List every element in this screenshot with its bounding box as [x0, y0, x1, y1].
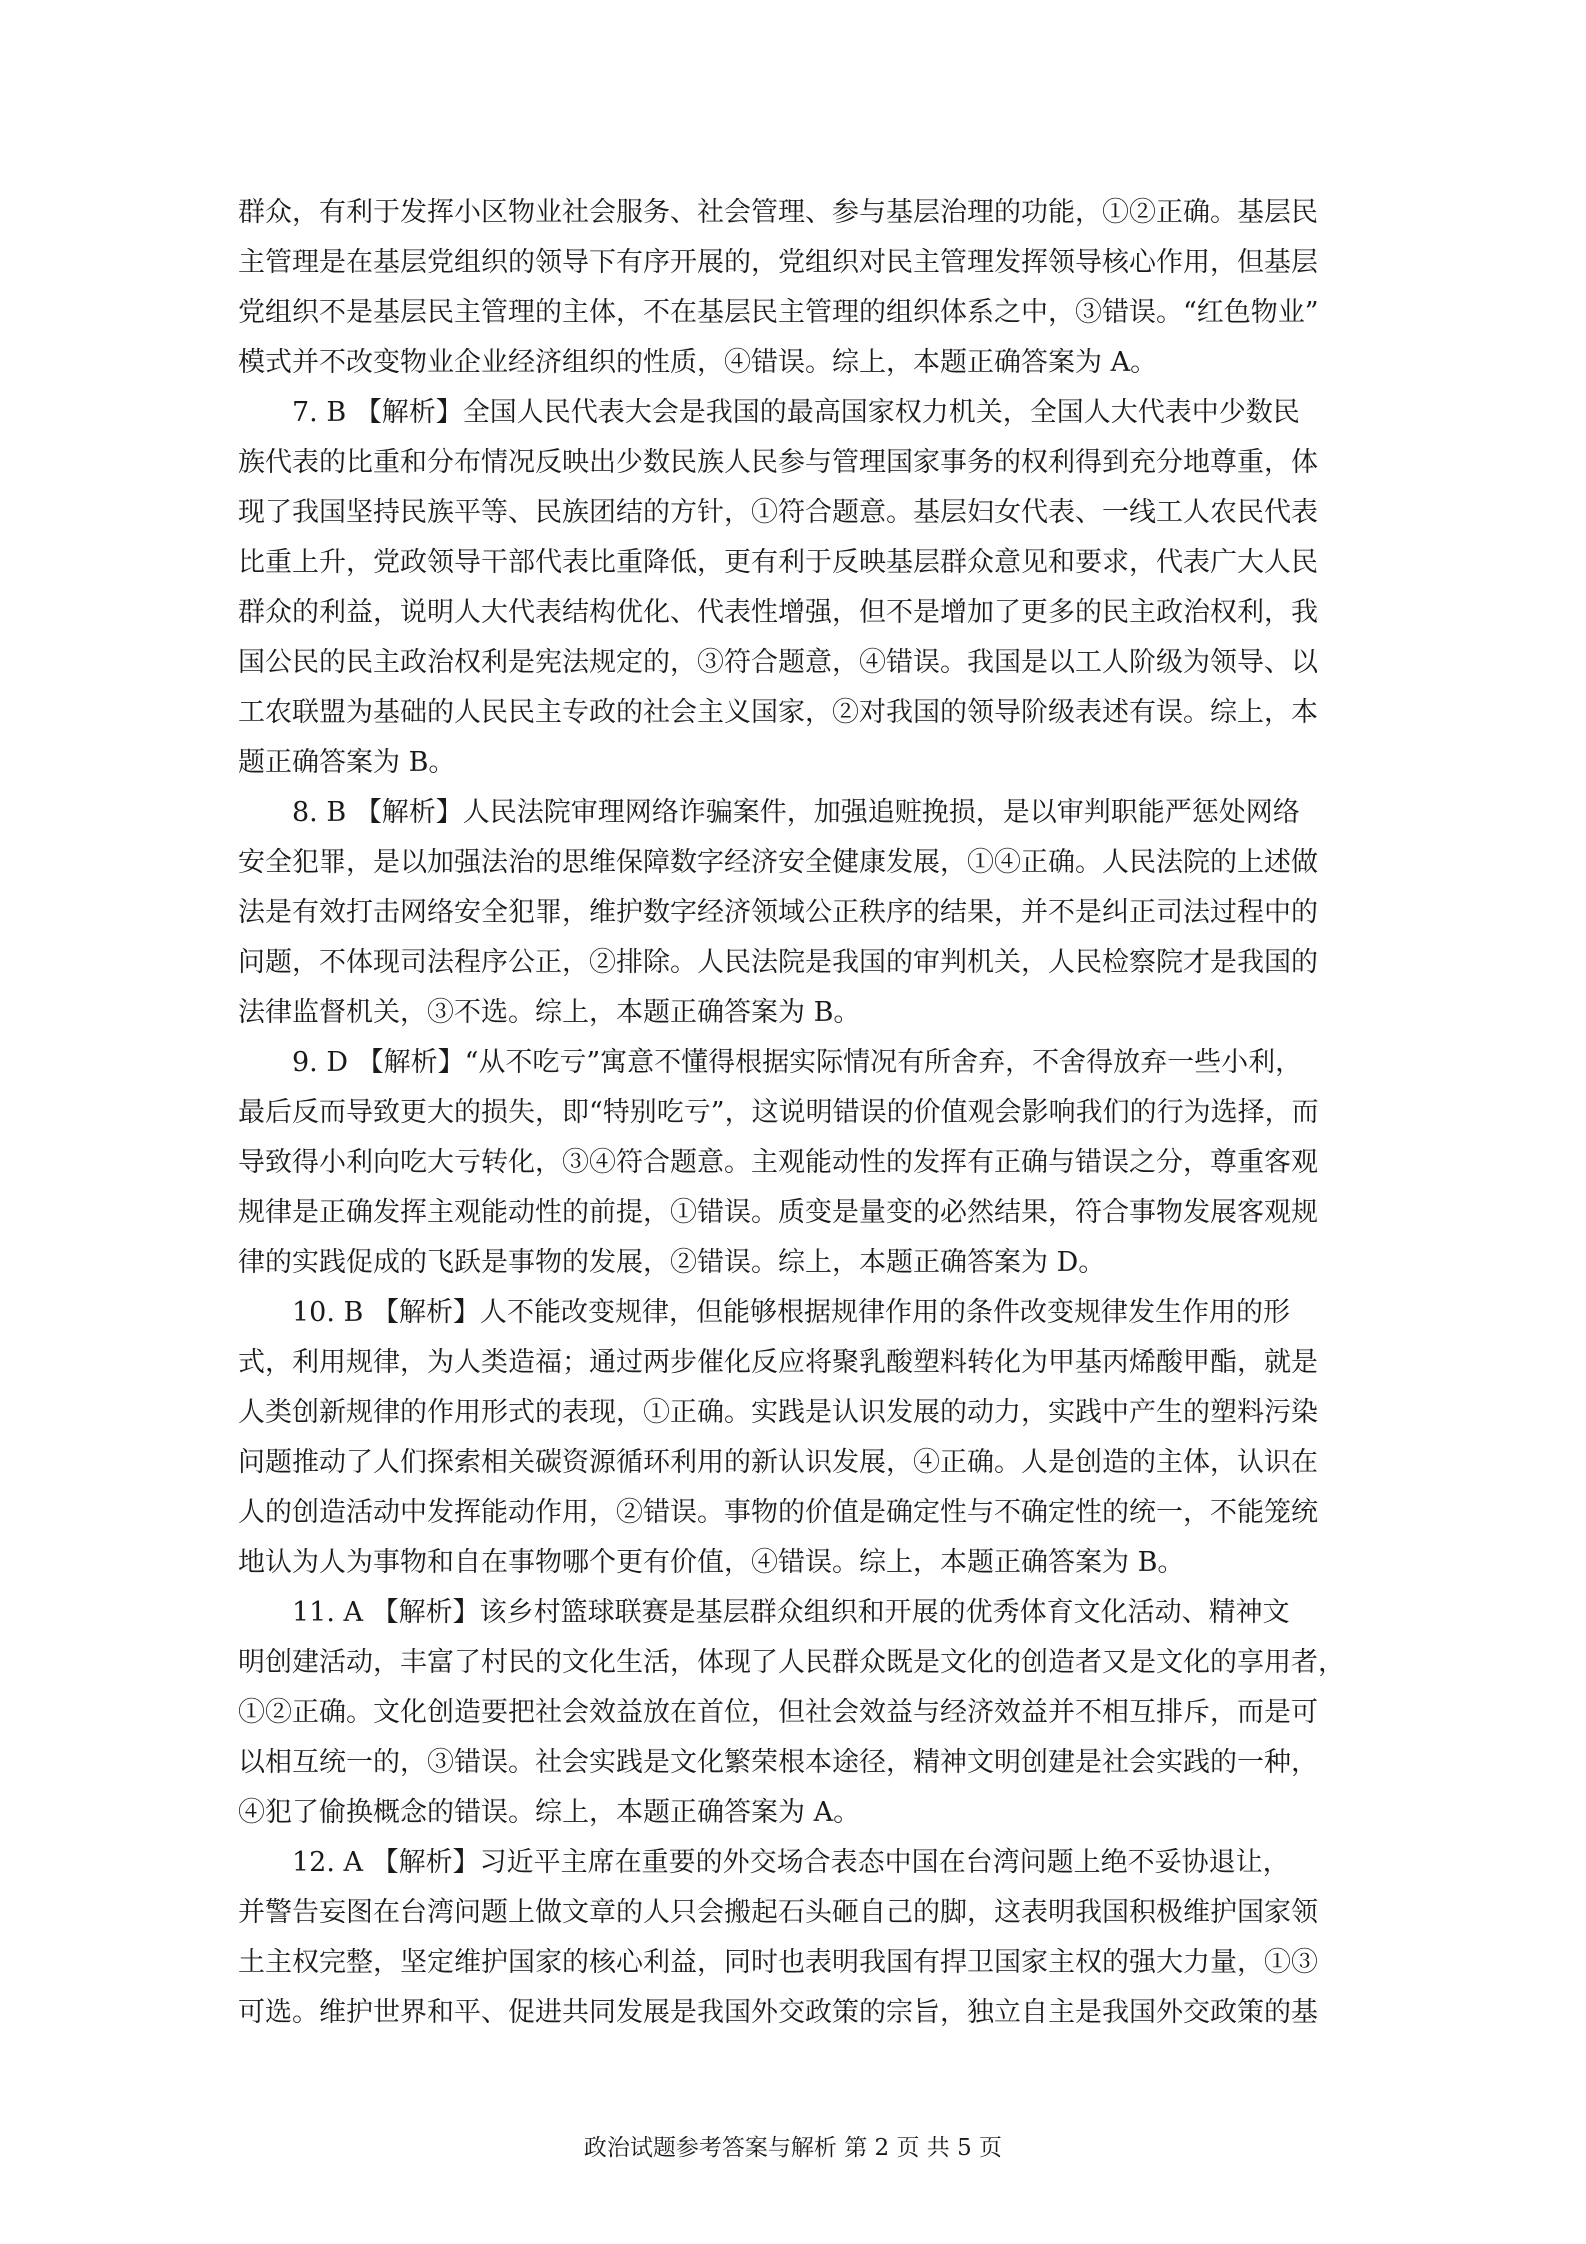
text-line: 7. B 【解析】全国人民代表大会是我国的最高国家权力机关，全国人大代表中少数民	[292, 397, 1300, 428]
text-line: 党组织不是基层民主管理的主体，不在基层民主管理的组织体系之中，③错误。“红色物业”	[238, 297, 1319, 328]
answer-12-paragraph	[238, 1838, 1350, 2038]
text-line: 问题推动了人们探索相关碳资源循环利用的新认识发展，④正确。人是创造的主体，认识在	[238, 1447, 1318, 1478]
answer-7-paragraph	[238, 388, 1350, 788]
text-line: 10. B 【解析】人不能改变规律，但能够根据规律作用的条件改变规律发生作用的形	[292, 1297, 1290, 1328]
text-line: 规律是正确发挥主观能动性的前提，①错误。质变是量变的必然结果，符合事物发展客观规	[238, 1197, 1318, 1228]
text-line: 族代表的比重和分布情况反映出少数民族人民参与管理国家事务的权利得到充分地尊重，体	[238, 447, 1318, 478]
text-line: 安全犯罪，是以加强法治的思维保障数字经济安全健康发展，①④正确。人民法院的上述做	[238, 847, 1318, 878]
text-line: 人的创造活动中发挥能动作用，②错误。事物的价值是确定性与不确定性的统一，不能笼统	[238, 1497, 1318, 1528]
text-line: 以相互统一的，③错误。社会实践是文化繁荣根本途径，精神文明创建是社会实践的一种，	[238, 1747, 1318, 1778]
text-line: 国公民的民主政治权利是宪法规定的，③符合题意，④错误。我国是以工人阶级为领导、以	[238, 647, 1318, 678]
text-line: 问题，不体现司法程序公正，②排除。人民法院是我国的审判机关，人民检察院才是我国的	[238, 947, 1318, 978]
text-line: 土主权完整，坚定维护国家的核心利益，同时也表明我国有捍卫国家主权的强大力量，①③	[238, 1947, 1318, 1978]
text-line: 12. A 【解析】习近平主席在重要的外交场合表态中国在台湾问题上绝不妥协退让，	[292, 1847, 1290, 1878]
text-line: 现了我国坚持民族平等、民族团结的方针，①符合题意。基层妇女代表、一线工人农民代表	[238, 497, 1318, 528]
paragraph-continuation	[238, 188, 1350, 388]
text-line: 最后反而导致更大的损失，即“特别吃亏”，这说明错误的价值观会影响我们的行为选择，而	[238, 1097, 1319, 1128]
text-line: 群众，有利于发挥小区物业社会服务、社会管理、参与基层治理的功能，①②正确。基层民	[238, 197, 1318, 228]
text-line: 明创建活动，丰富了村民的文化生活，体现了人民群众既是文化的创造者又是文化的享用者，	[238, 1647, 1345, 1678]
text-line: 工农联盟为基础的人民民主专政的社会主义国家，②对我国的领导阶级表述有误。综上，本	[238, 697, 1318, 728]
text-line: 题正确答案为 B。	[238, 747, 456, 778]
text-line: 可选。维护世界和平、促进共同发展是我国外交政策的宗旨，独立自主是我国外交政策的基	[238, 1997, 1318, 2028]
text-line: 导致得小利向吃大亏转化，③④符合题意。主观能动性的发挥有正确与错误之分，尊重客观	[238, 1147, 1318, 1178]
text-line: 法是有效打击网络安全犯罪，维护数字经济领域公正秩序的结果，并不是纠正司法过程中的	[238, 897, 1318, 928]
page-footer: 政治试题参考答案与解析 第 2 页 共 5 页	[583, 2135, 1003, 2161]
text-line: ④犯了偷换概念的错误。综上，本题正确答案为 A。	[238, 1797, 861, 1828]
text-line: 比重上升，党政领导干部代表比重降低，更有利于反映基层群众意见和要求，代表广大人民	[238, 547, 1318, 578]
text-line: 8. B 【解析】人民法院审理网络诈骗案件，加强追赃挽损，是以审判职能严惩处网络	[292, 797, 1300, 828]
text-line: 人类创新规律的作用形式的表现，①正确。实践是认识发展的动力，实践中产生的塑料污染	[238, 1397, 1318, 1428]
answer-11-paragraph	[238, 1588, 1350, 1838]
text-line: 式，利用规律，为人类造福；通过两步催化反应将聚乳酸塑料转化为甲基丙烯酸甲酯，就是	[238, 1347, 1318, 1378]
text-line: 并警告妄图在台湾问题上做文章的人只会搬起石头砸自己的脚，这表明我国积极维护国家领	[238, 1897, 1318, 1928]
document-body	[238, 188, 1350, 2038]
text-line: 律的实践促成的飞跃是事物的发展，②错误。综上，本题正确答案为 D。	[238, 1247, 1106, 1278]
text-line: 法律监督机关，③不选。综上，本题正确答案为 B。	[238, 997, 861, 1028]
text-line: 主管理是在基层党组织的领导下有序开展的，党组织对民主管理发挥领导核心作用，但基层	[238, 247, 1318, 278]
text-line: ①②正确。文化创造要把社会效益放在首位，但社会效益与经济效益并不相互排斥，而是可	[238, 1697, 1318, 1728]
text-line: 模式并不改变物业企业经济组织的性质，④错误。综上，本题正确答案为 A。	[238, 347, 1158, 378]
answer-9-paragraph	[238, 1038, 1350, 1288]
text-line: 地认为人为事物和自在事物哪个更有价值，④错误。综上，本题正确答案为 B。	[238, 1547, 1185, 1578]
answer-10-paragraph	[238, 1288, 1350, 1588]
text-line: 11. A 【解析】该乡村篮球联赛是基层群众组织和开展的优秀体育文化活动、精神文	[292, 1597, 1290, 1628]
text-line: 9. D 【解析】“从不吃亏”寓意不懂得根据实际情况有所舍弃，不舍得放弃一些小利，	[292, 1047, 1303, 1078]
text-line: 群众的利益，说明人大代表结构优化、代表性增强，但不是增加了更多的民主政治权利，我	[238, 597, 1318, 628]
answer-8-paragraph	[238, 788, 1350, 1038]
